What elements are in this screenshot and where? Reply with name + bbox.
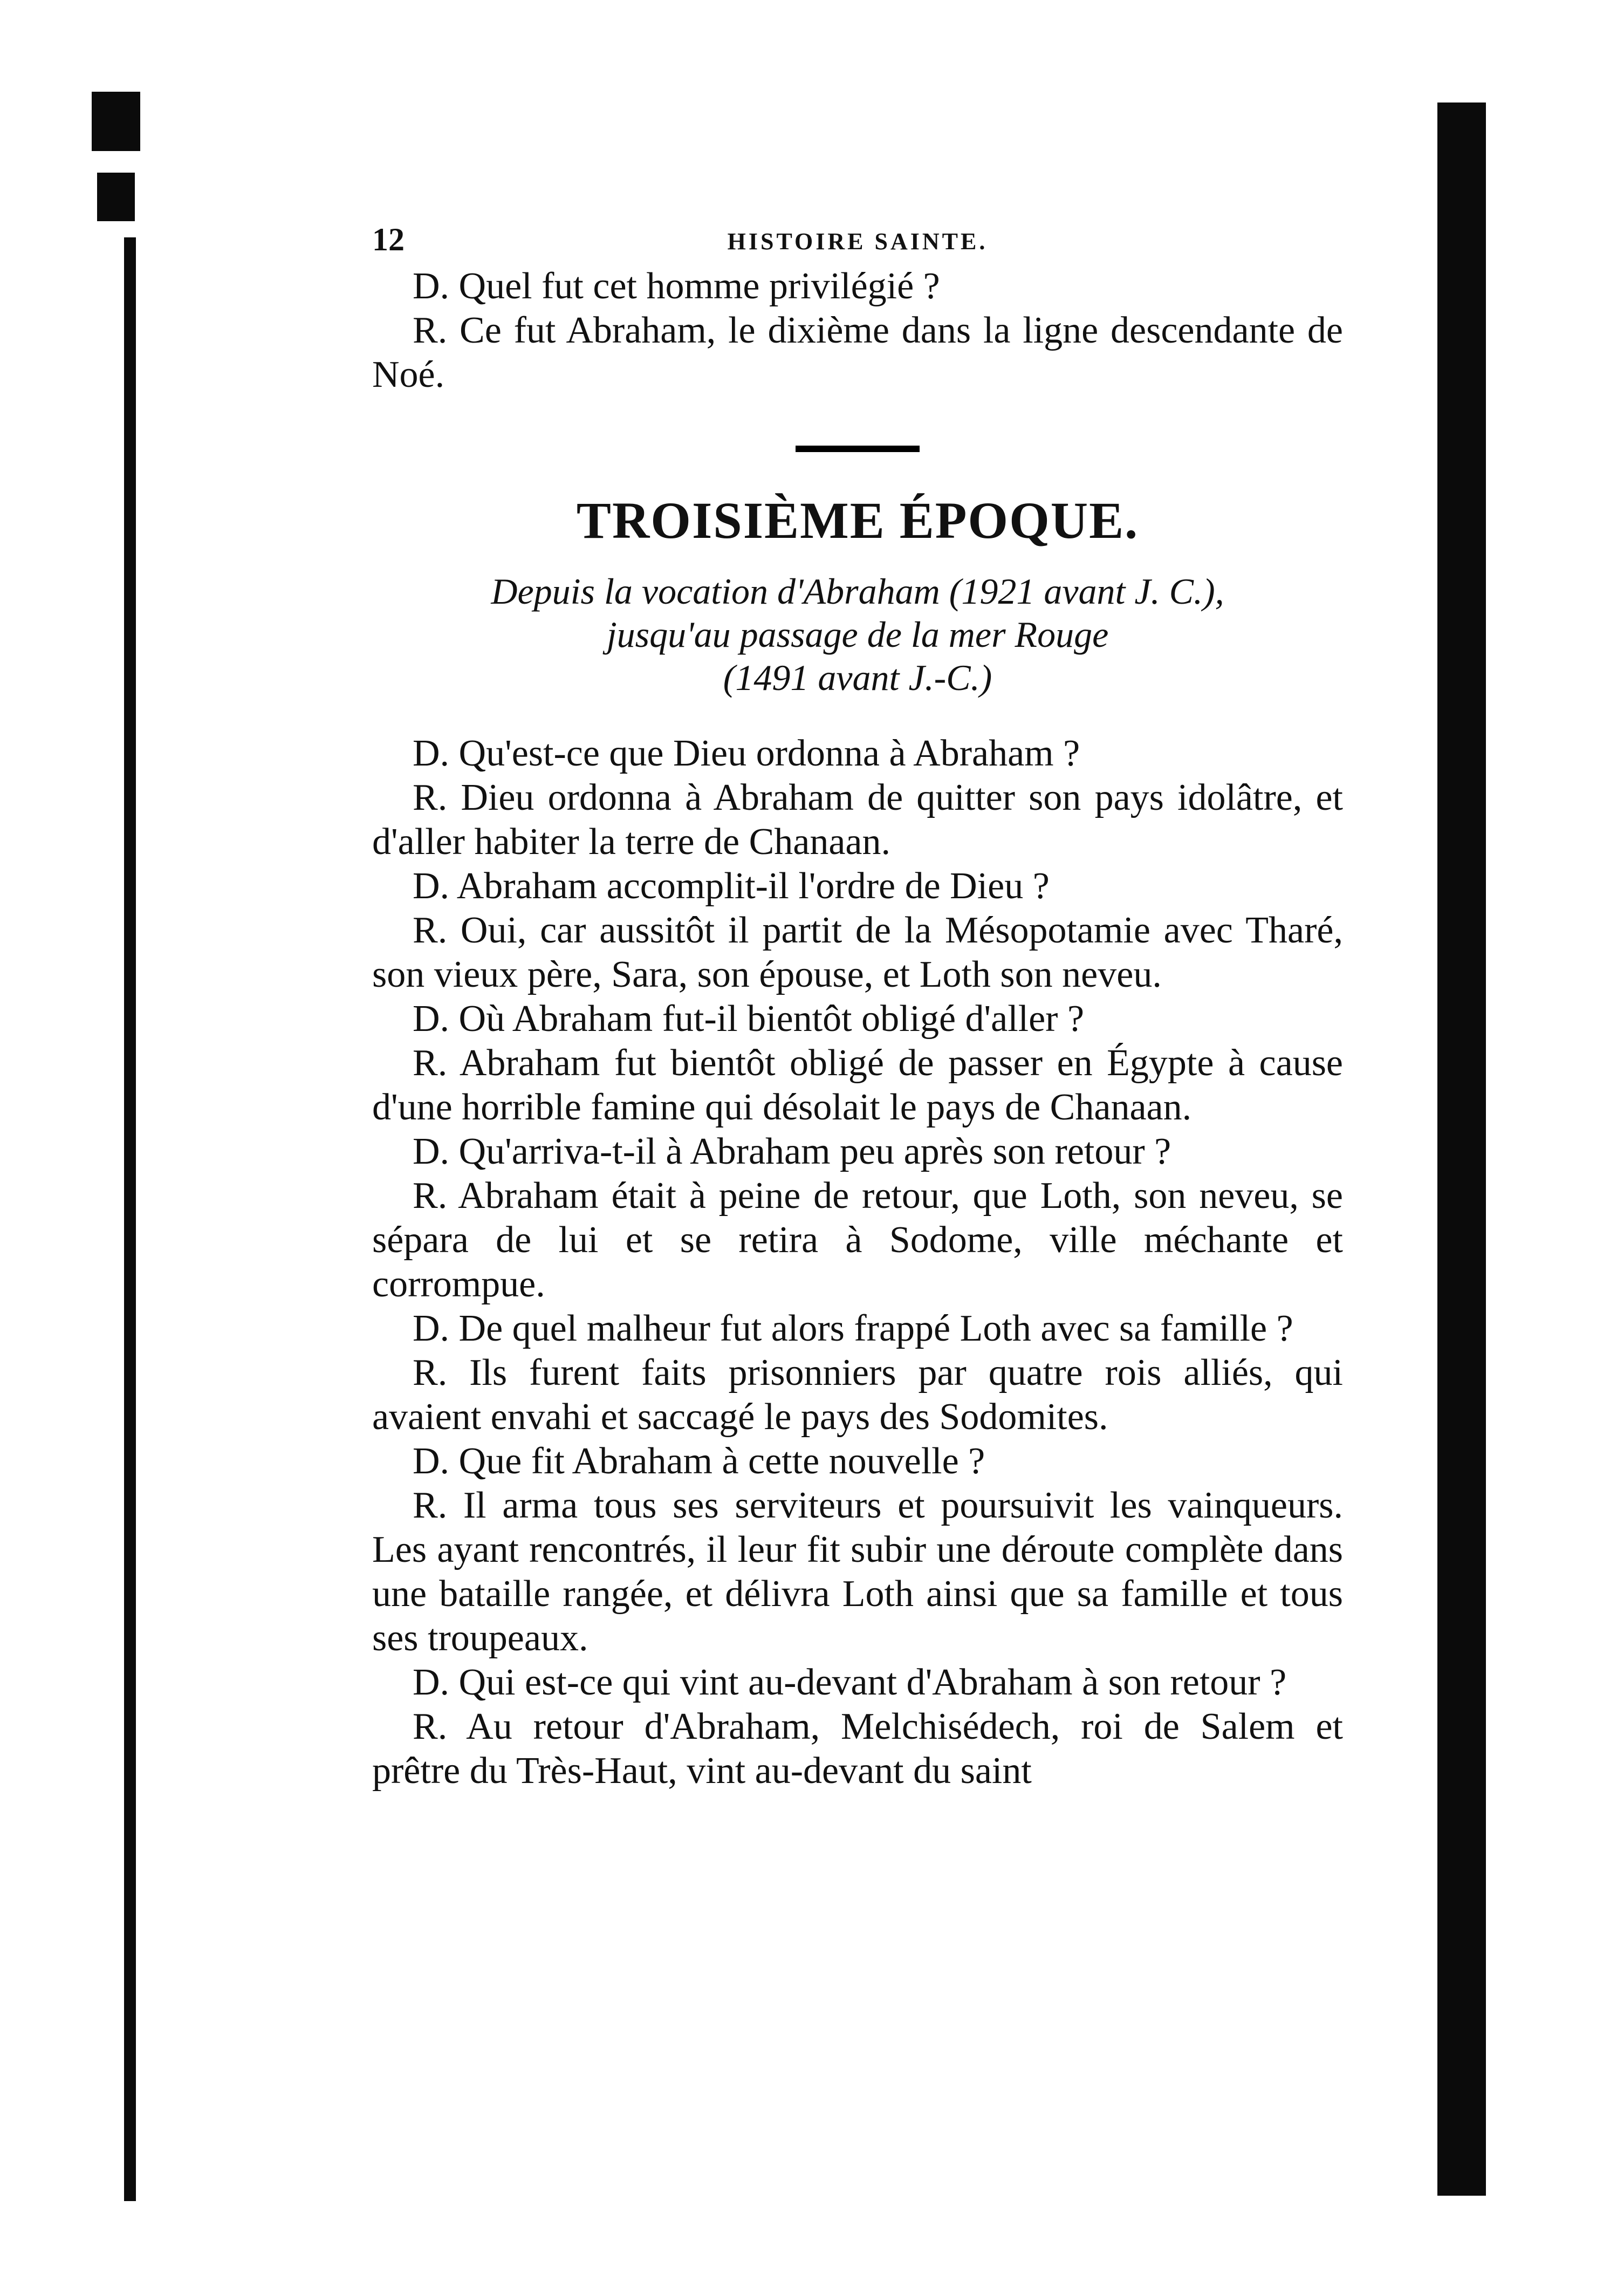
answer-paragraph: R. Abraham était à peine de retour, que Loth, son neveu, se sépara de lui et se retira à Sodome, ville méchante et corrompue. <box>372 1175 1343 1305</box>
section-divider <box>796 446 920 452</box>
scan-mark <box>97 173 135 221</box>
section-heading: TROISIÈME ÉPOQUE. <box>576 491 1139 549</box>
question-paragraph: D. Quel fut cet homme privilégié ? <box>413 265 940 307</box>
page-number: 12 <box>372 222 405 257</box>
answer-paragraph: R. Abraham fut bientôt obligé de passer en Égypte à cause d'une horrible famine qui désolait le pays de Chanaan. <box>372 1042 1343 1128</box>
question-paragraph: D. Qu'est-ce que Dieu ordonna à Abraham ? <box>413 733 1080 774</box>
answer-paragraph: R. Il arma tous ses serviteurs et poursuivit les vainqueurs. Les ayant rencontrés, il leur fit subir une déroute complète dans une bataille rangée, et délivra Loth ainsi que sa famille et tous ses troupeaux. <box>372 1485 1343 1659</box>
question-paragraph: D. De quel malheur fut alors frappé Loth avec sa famille ? <box>413 1308 1293 1349</box>
answer-paragraph: R. Ce fut Abraham, le dixième dans la ligne descendante de Noé. <box>372 310 1343 395</box>
scan-mark <box>92 92 140 151</box>
subtitle-line: (1491 avant J.-C.) <box>723 657 992 698</box>
question-paragraph: D. Qui est-ce qui vint au-devant d'Abraham à son retour ? <box>413 1662 1287 1703</box>
subtitle-line: jusqu'au passage de la mer Rouge <box>606 614 1109 655</box>
answer-paragraph: R. Oui, car aussitôt il partit de la Mésopotamie avec Tharé, son vieux père, Sara, son épouse, et Loth son neveu. <box>372 910 1343 995</box>
answer-paragraph: R. Dieu ordonna à Abraham de quitter son pays idolâtre, et d'aller habiter la terre de Chanaan. <box>372 777 1343 863</box>
subtitle-line: Depuis la vocation d'Abraham (1921 avant J. C.), <box>491 571 1224 612</box>
page-header <box>372 221 1343 264</box>
question-paragraph: D. Que fit Abraham à cette nouvelle ? <box>413 1440 985 1482</box>
running-title: HISTOIRE SAINTE. <box>727 228 988 255</box>
question-answer-list <box>372 732 1343 1793</box>
page-edge-left <box>124 237 136 2201</box>
book-page <box>372 221 1343 1793</box>
question-paragraph: D. Où Abraham fut-il bientôt obligé d'aller ? <box>413 998 1085 1040</box>
question-paragraph: D. Abraham accomplit-il l'ordre de Dieu ? <box>413 865 1050 907</box>
answer-paragraph: R. Au retour d'Abraham, Melchisédech, roi de Salem et prêtre du Très-Haut, vint au-devant du saint <box>372 1706 1343 1792</box>
page-edge-right <box>1437 103 1486 2196</box>
question-paragraph: D. Qu'arriva-t-il à Abraham peu après son retour ? <box>413 1131 1171 1172</box>
answer-paragraph: R. Ils furent faits prisonniers par quatre rois alliés, qui avaient envahi et saccagé le pays des Sodomites. <box>372 1352 1343 1438</box>
section-subtitle <box>372 570 1343 699</box>
